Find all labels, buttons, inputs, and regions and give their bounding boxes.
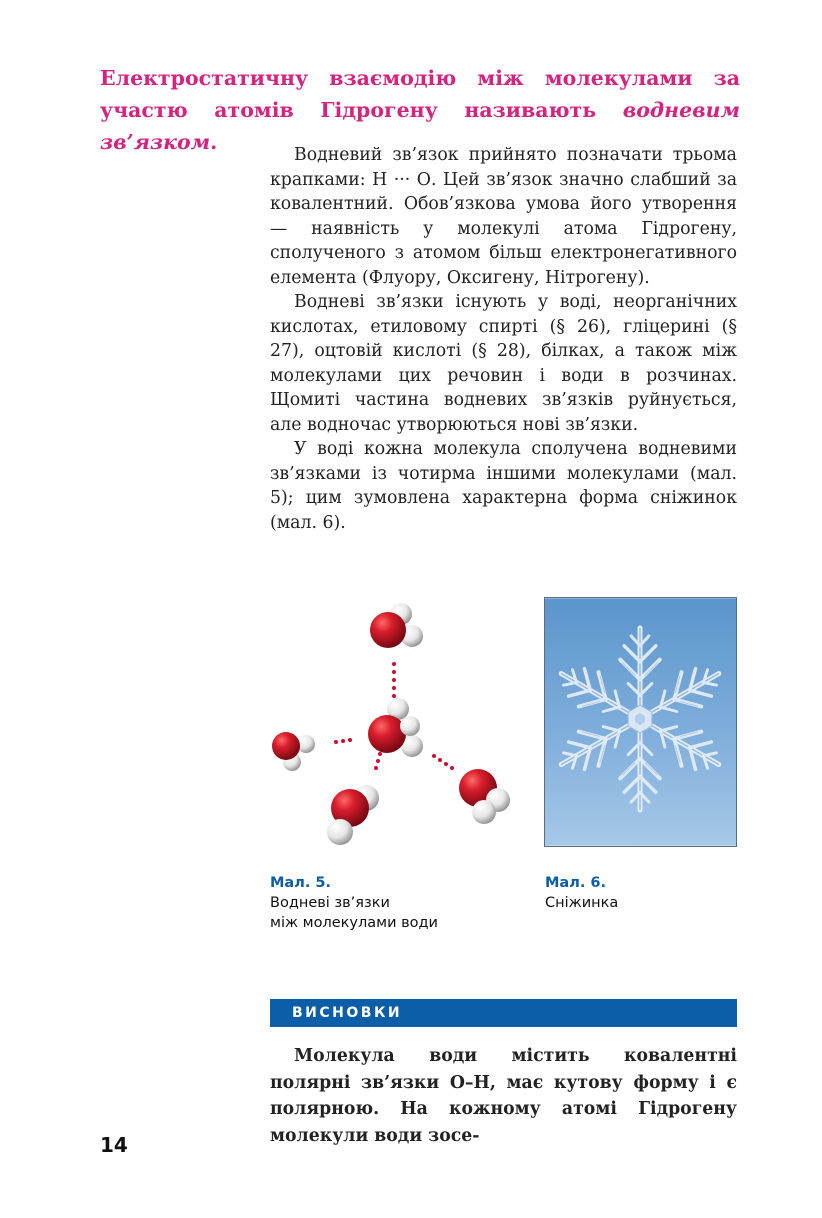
conclusions-text: Молекула води містить ковалентні полярні зв’язки О–Н, має кутову форму і є полярною. На кожному атомі Гідрогену молекули води зосе-: [270, 1046, 737, 1146]
water-molecule-top: [370, 603, 423, 648]
definition-end: .: [210, 130, 218, 154]
conclusions-heading: ВИСНОВКИ: [270, 999, 737, 1027]
paragraph-1: Водневий зв’язок прийнято позначати трьома крапками: Н ··· О. Цей зв’язок значно слабший за ковалентний. Обов’язкова умова його утворення — наявність у молекулі атома Гідрогену, сполученого з атомом більш електронегативного елемента (Флуору, Оксигену, Нітрогену).: [270, 145, 737, 288]
paragraph-3: У воді кожна молекула сполучена водневими зв’язками із чотирма іншими молекулами (мал. 5); цим зумовлена характерна форма сніжинок (мал. 6).: [270, 439, 737, 533]
page-number: 14: [100, 1133, 128, 1157]
water-molecule-bottom: [327, 785, 379, 845]
figure5-caption-line1: Водневі зв’язки: [270, 895, 390, 911]
body-text: [270, 143, 737, 535]
water-molecule-left: [272, 732, 315, 771]
figure5-label: Мал. 5.: [270, 875, 331, 891]
figure5-caption: [270, 873, 438, 933]
snowflake-photo: [544, 597, 737, 847]
figure5-caption-line2: між молекулами води: [270, 915, 438, 931]
water-molecules-illustration: [268, 596, 526, 848]
paragraph-2: Водневі зв’язки існують у воді, неорганічних кислотах, етиловому спирті (§ 26), гліцерині (§ 27), оцтовій кислоті (§ 28), білках, а також між молекулами цих речовин і води в розчинах. Щомиті частина водневих зв’язків руйнується, але водночас утворюються нові зв’язки.: [270, 292, 737, 435]
definition-term: водневим зв’язком: [100, 98, 740, 154]
figure6-label: Мал. 6.: [545, 875, 606, 891]
figure6-caption-line1: Сніжинка: [545, 895, 619, 911]
definition-text: Електростатичну взаємодію між молекулами за участю атомів Гідрогену називають: [100, 66, 740, 122]
figure6-caption: [545, 873, 618, 913]
water-molecule-center: [368, 698, 423, 757]
water-molecule-right: [459, 769, 510, 824]
